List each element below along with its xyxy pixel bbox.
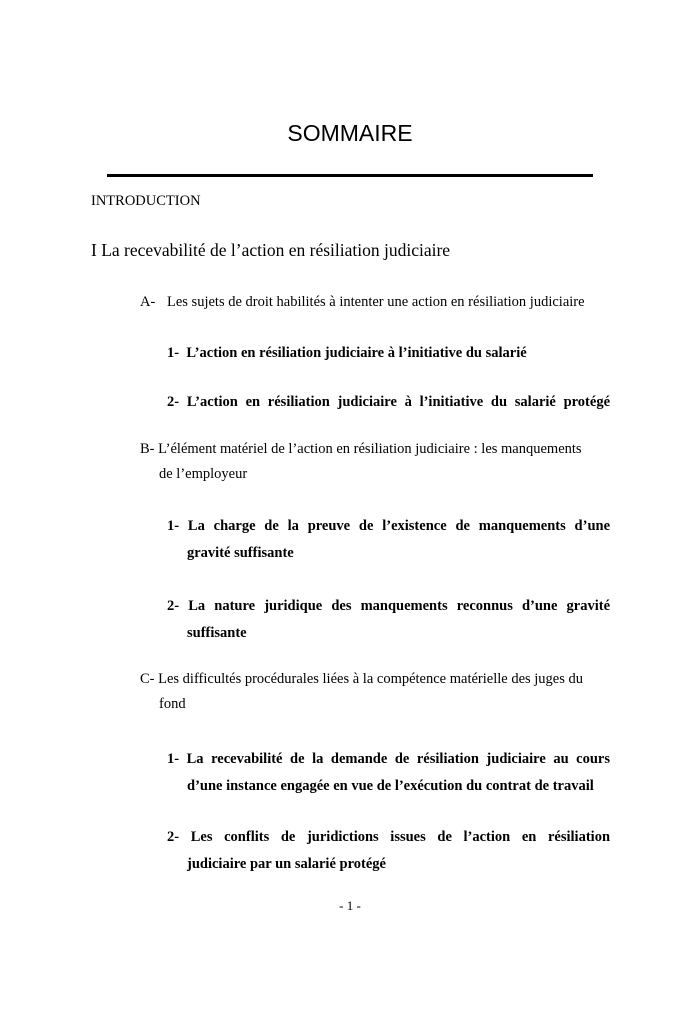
toc-part-1: I La recevabilité de l’action en résiliation judiciaire (91, 240, 451, 260)
toc-subsection-a2 (167, 389, 610, 416)
section-label: A- (140, 294, 156, 310)
subsection-text-line2: gravité suffisante (187, 545, 294, 561)
section-text-line1: L’élément matériel de l’action en résiliation judiciaire : les manquements (158, 441, 582, 457)
subsection-text-line2: judiciaire par un salarié protégé (187, 856, 386, 872)
toc-section-c (140, 667, 610, 717)
subsection-label: 2- (167, 598, 180, 614)
toc-subsection-b2 (167, 593, 610, 647)
subsection-text-line1: Les conflits de juridictions issues de l’action en résiliation (190, 829, 611, 845)
subsection-label: 1- (167, 345, 180, 361)
section-label: B- (140, 441, 155, 457)
page-number: - 1 - (339, 898, 361, 913)
section-label: C- (140, 671, 155, 687)
subsection-label: 2- (167, 394, 180, 410)
subsection-text: L’action en résiliation judiciaire à l’initiative du salarié protégé (186, 394, 611, 410)
subsection-label: 1- (167, 518, 180, 534)
section-text-line2: fond (159, 696, 186, 712)
toc-subsection-b1 (167, 513, 610, 567)
toc-subsection-c1 (167, 746, 610, 800)
subsection-text-line2: suffisante (187, 625, 247, 641)
toc-section-b (140, 437, 610, 487)
section-text: Les sujets de droit habilités à intenter une action en résiliation judiciaire (167, 294, 585, 310)
section-text-line2: de l’employeur (159, 466, 248, 482)
toc-subsection-a1 (167, 340, 610, 367)
section-text-line1: Les difficultés procédurales liées à la compétence matérielle des juges du (158, 671, 584, 687)
subsection-text: L’action en résiliation judiciaire à l’initiative du salarié (186, 345, 527, 361)
subsection-text-line1: La charge de la preuve de l’existence de manquements d’une (187, 518, 611, 534)
subsection-label: 1- (167, 751, 180, 767)
toc-introduction: INTRODUCTION (91, 193, 201, 209)
subsection-text-line2: d’une instance engagée en vue de l’exécution du contrat de travail (187, 778, 594, 794)
subsection-label: 2- (167, 829, 180, 845)
toc-subsection-c2 (167, 824, 610, 878)
subsection-text-line1: La recevabilité de la demande de résiliation judiciaire au cours (186, 751, 610, 767)
title-divider (107, 174, 593, 177)
toc-section-a (140, 290, 610, 315)
subsection-text-line1: La nature juridique des manquements reconnus d’une gravité (188, 598, 611, 614)
page-title: SOMMAIRE (287, 120, 413, 146)
